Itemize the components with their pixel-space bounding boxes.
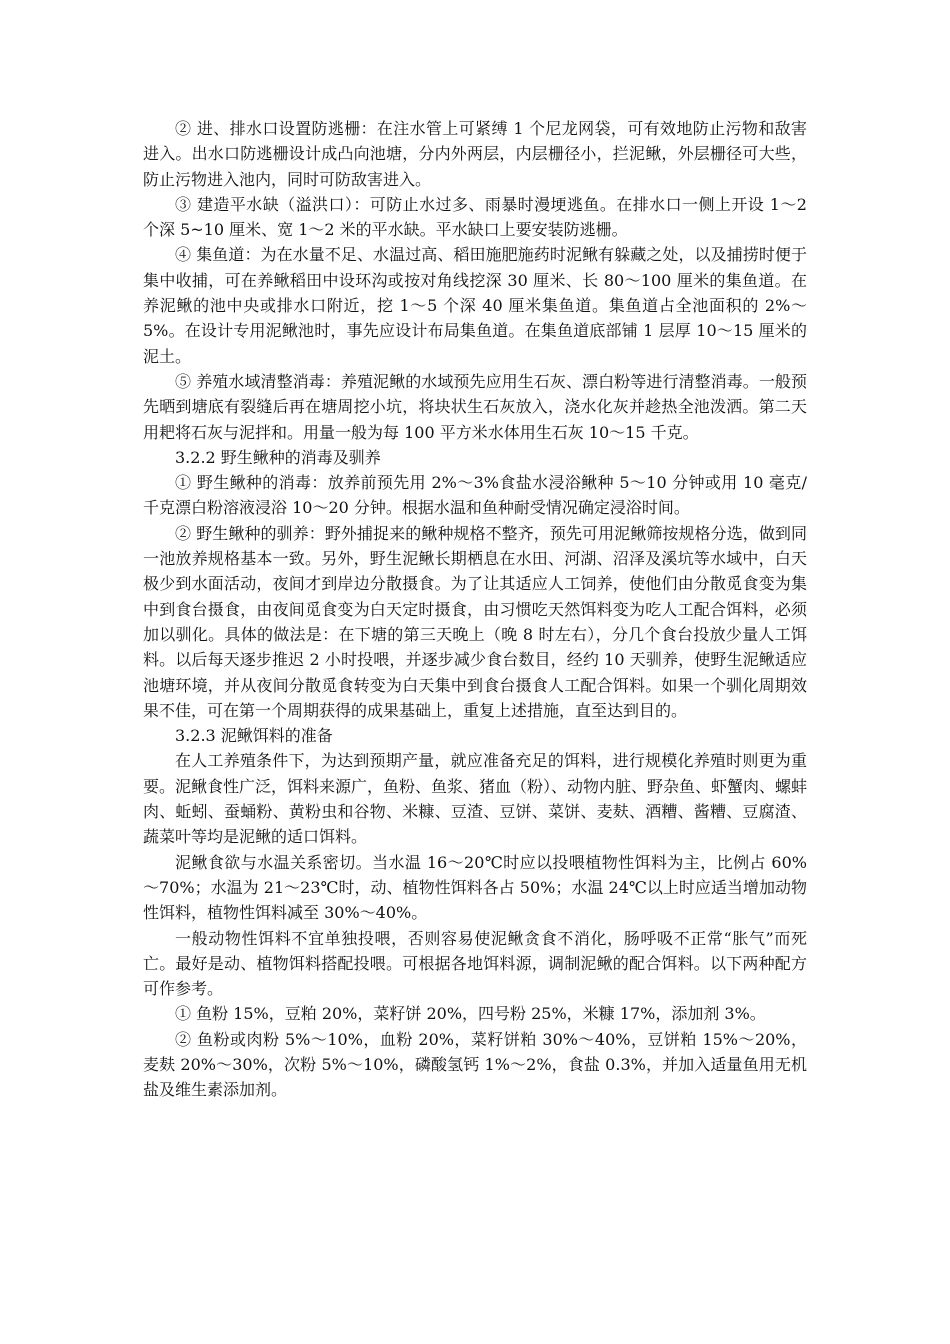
paragraph-feed-temperature: 泥鳅食欲与水温关系密切。当水温 16～20℃时应以投喂植物性饵料为主，比例占 60%～70%；水温为 21～23℃时，动、植物性饵料各占 50%；水温 24℃以上时应适当增加动物性饵料，植物性饵料减至 30%～40%。: [143, 852, 807, 923]
paragraph-fish-gathering-channel: ④ 集鱼道：为在水量不足、水温过高、稻田施肥施药时泥鳅有躲藏之处，以及捕捞时便于集中收捕，可在养鳅稻田中设环沟或按对角线挖深 30 厘米、长 80～100 厘米的集鱼道。在养泥鳅的池中央或排水口附近，挖 1～5 个深 40 厘米集鱼道。集鱼道占全池面积的 2%～5%。在设计专用泥鳅池时，事先应设计布局集鱼道。在集鱼道底部铺 1 层厚 10～15 厘米的泥土。: [143, 245, 807, 366]
paragraph-overflow-gap: ③ 建造平水缺（溢洪口）：可防止水过多、雨暴时漫埂逃鱼。在排水口一侧上开设 1～2 个深 5~10 厘米、宽 1～2 米的平水缺。平水缺口上要安装防逃栅。: [143, 194, 807, 240]
document-page: [143, 116, 807, 1103]
paragraph-wild-fry-domestication: ② 野生鳅种的驯养：野外捕捉来的鳅种规格不整齐，预先可用泥鳅筛按规格分选，做到同一池放养规格基本一致。另外，野生泥鳅长期栖息在水田、河湖、沼泽及溪坑等水域中，白天极少到水面活动，夜间才到岸边分散摄食。为了让其适应人工饲养，使他们由分散觅食变为集中到食台摄食，由夜间觅食变为白天定时摄食，由习惯吃天然饵料变为吃人工配合饵料，必须加以驯化。具体的做法是：在下塘的第三天晚上（晚 8 时左右），分几个食台投放少量人工饵料。以后每天逐步推迟 2 小时投喂，并逐步减少食台数目，经约 10 天驯养，使野生泥鳅适应池塘环境，并从夜间分散觅食转变为白天集中到食台摄食人工配合饵料。如果一个驯化周期效果不佳，可在第一个周期获得的成果基础上，重复上述措施，直至达到目的。: [143, 523, 807, 720]
section-heading-3-2-3: 3.2.3 泥鳅饵料的准备: [175, 726, 333, 746]
paragraph-wild-fry-disinfection: ① 野生鳅种的消毒：放养前预先用 2%～3%食盐水浸浴鳅种 5～10 分钟或用 10 毫克/千克漂白粉溶液浸浴 10～20 分钟。根据水温和鱼种耐受情况确定浸浴时间。: [143, 473, 807, 518]
paragraph-feed-sources: 在人工养殖条件下，为达到预期产量，就应准备充足的饵料，进行规模化养殖时则更为重要。泥鳅食性广泛，饵料来源广，鱼粉、鱼浆、猪血（粉）、动物内脏、野杂鱼、虾蟹肉、螺蚌肉、蚯蚓、蚕蛹粉、黄粉虫和谷物、米糠、豆渣、豆饼、菜饼、麦麸、酒糟、酱糟、豆腐渣、蔬菜叶等均是泥鳅的适口饵料。: [143, 751, 808, 847]
paragraph-formula-1: ① 鱼粉 15%，豆粕 20%，菜籽饼 20%，四号粉 25%，米糠 17%，添加剂 3%。: [175, 1004, 766, 1024]
paragraph-inlet-outlet-screen: ② 进、排水口设置防逃栅：在注水管上可紧缚 1 个尼龙网袋，可有效地防止污物和敌害进入。出水口防逃栅设计成凸向池塘，分内外两层，内层栅径小，拦泥鳅，外层栅径可大些，防止污物进入池内，同时可防敌害进入。: [143, 119, 807, 189]
paragraph-feed-mixing: 一般动物性饵料不宜单独投喂，否则容易使泥鳅贪食不消化，肠呼吸不正常“胀气”而死亡。最好是动、植物饵料搭配投喂。可根据各地饵料源，调制泥鳅的配合饵料。以下两种配方可作参考。: [143, 928, 807, 999]
section-heading-3-2-2: 3.2.2 野生鳅种的消毒及驯养: [175, 447, 381, 467]
paragraph-water-disinfection: ⑤ 养殖水域清整消毒：养殖泥鳅的水域预先应用生石灰、漂白粉等进行清整消毒。一般预先晒到塘底有裂缝后再在塘周挖小坑，将块状生石灰放入，浇水化灰并趁热全池泼洒。第二天用耙将石灰与泥拌和。用量一般为每 100 平方米水体用生石灰 10～15 千克。: [143, 371, 807, 442]
paragraph-formula-2: ② 鱼粉或肉粉 5%～10%，血粉 20%，菜籽饼粕 30%～40%，豆饼粕 15%～20%，麦麸 20%～30%，次粉 5%～10%，磷酸氢钙 1%～2%，食盐 0.3%，并加入适量鱼用无机盐及维生素添加剂。: [143, 1029, 807, 1100]
